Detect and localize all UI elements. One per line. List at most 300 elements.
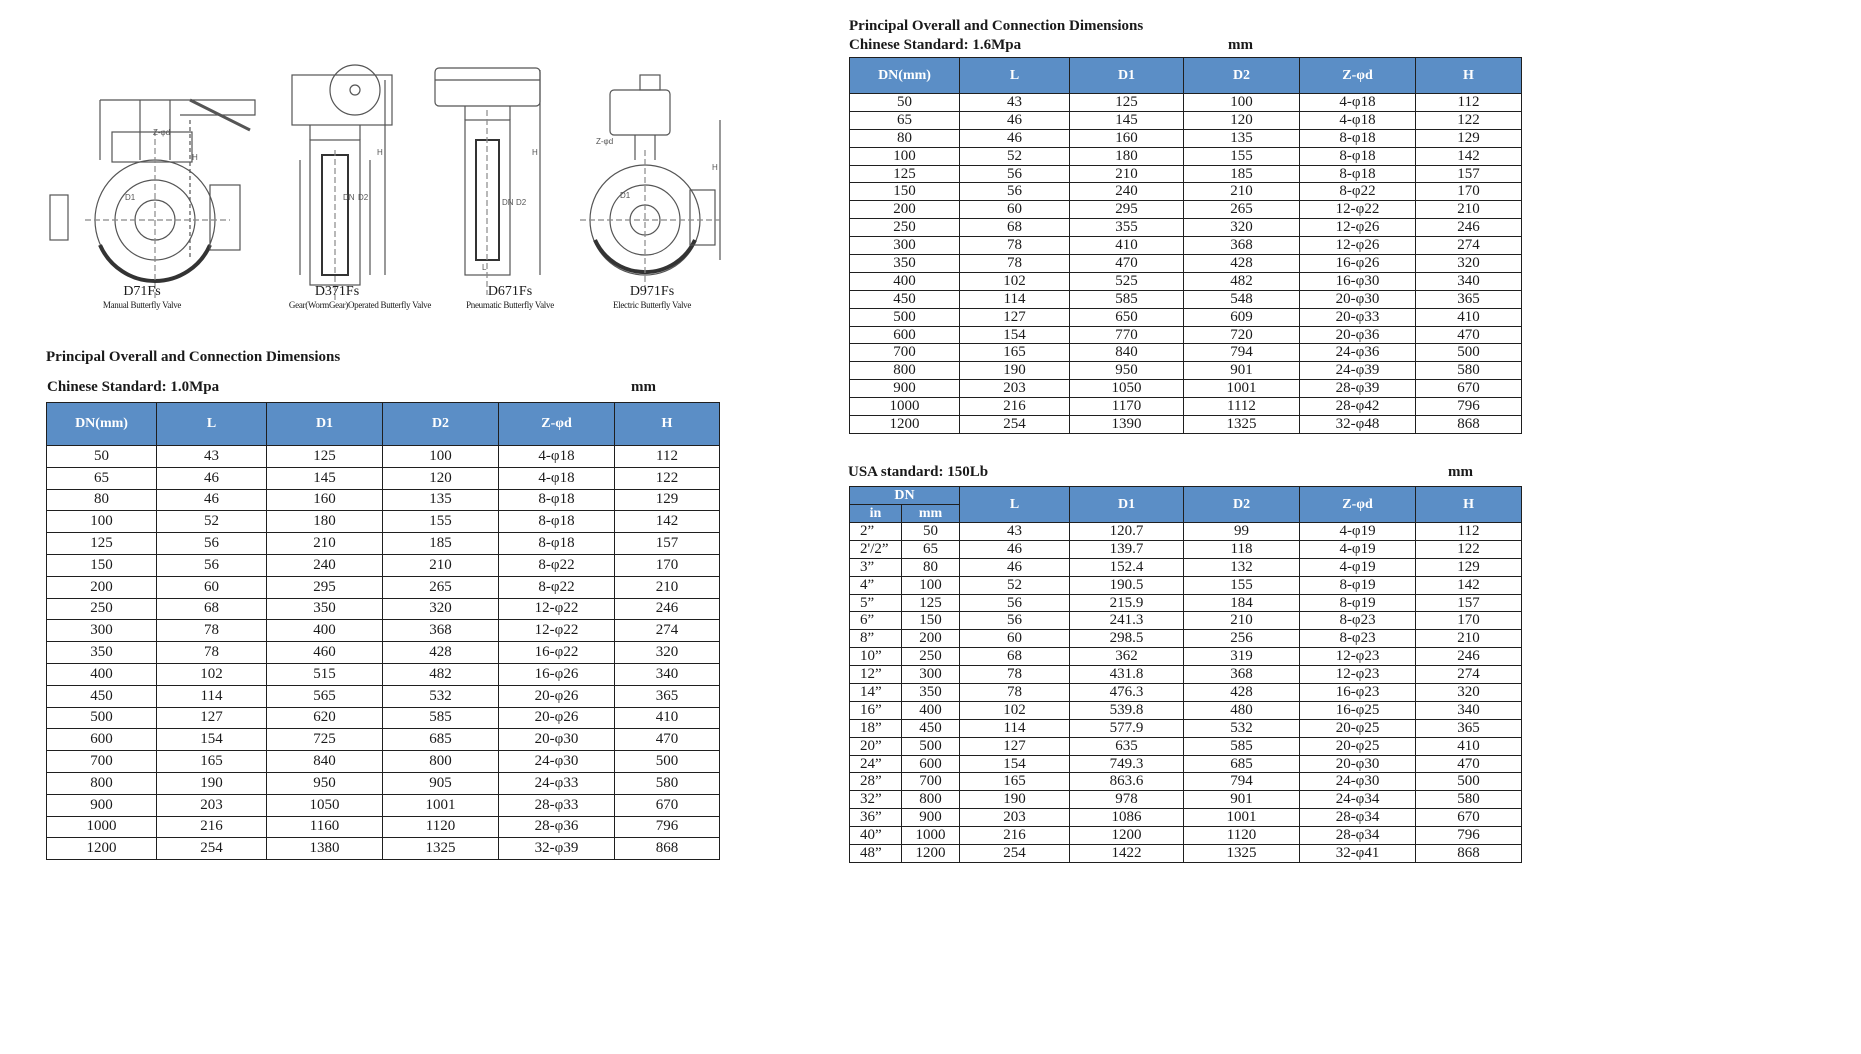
- table-cell: 580: [1416, 362, 1522, 380]
- table-cell: 129: [615, 489, 720, 511]
- table-cell: 210: [1184, 183, 1300, 201]
- table-cell: 4-φ19: [1300, 558, 1416, 576]
- table-cell: 749.3: [1070, 755, 1184, 773]
- table-cell: 36”: [850, 809, 902, 827]
- table-row: [47, 533, 720, 555]
- table-cell: 1390: [1070, 416, 1184, 434]
- table-cell: 200: [47, 576, 157, 598]
- table-row: [850, 219, 1522, 237]
- table-row: [850, 201, 1522, 219]
- table-cell: 700: [902, 773, 960, 791]
- table-row: [850, 594, 1522, 612]
- table-cell: 78: [960, 237, 1070, 255]
- table-cell: 470: [1416, 755, 1522, 773]
- table-cell: 365: [615, 685, 720, 707]
- table-cell: 150: [47, 554, 157, 576]
- table-cell: 16-φ30: [1300, 272, 1416, 290]
- table-cell: 28-φ34: [1300, 809, 1416, 827]
- table-cell: 114: [960, 719, 1070, 737]
- table-cell: 1001: [383, 794, 499, 816]
- table-cell: 1120: [383, 816, 499, 838]
- table-cell: 145: [267, 467, 383, 489]
- label-d1: D1: [125, 193, 136, 202]
- table-cell: 118: [1184, 540, 1300, 558]
- table-cell: 78: [960, 255, 1070, 273]
- table-cell: 365: [1416, 719, 1522, 737]
- label-h-pneumatic: H: [532, 148, 538, 157]
- table-cell: 368: [383, 620, 499, 642]
- table-cell: 320: [1184, 219, 1300, 237]
- table-cell: 203: [960, 809, 1070, 827]
- table-cell: 720: [1184, 326, 1300, 344]
- table-cell: 184: [1184, 594, 1300, 612]
- table-cell: 16-φ25: [1300, 701, 1416, 719]
- table-cell: 901: [1184, 362, 1300, 380]
- table-cell: 800: [850, 362, 960, 380]
- table-cell: 8-φ19: [1300, 594, 1416, 612]
- table-row: [850, 362, 1522, 380]
- table-cell: 1050: [267, 794, 383, 816]
- table-row: [850, 845, 1522, 863]
- table-cell: 650: [1070, 308, 1184, 326]
- cn10-header-h: H: [615, 403, 720, 446]
- usa-subheader-mm: mm: [902, 505, 960, 523]
- valve-caption-gear: Gear(WormGear)Operated Butterfly Valve: [288, 300, 432, 310]
- table-cell: 155: [1184, 147, 1300, 165]
- table-cell: 210: [1184, 612, 1300, 630]
- table-row: [850, 380, 1522, 398]
- table-cell: 295: [267, 576, 383, 598]
- table-cell: 139.7: [1070, 540, 1184, 558]
- table-cell: 125: [850, 165, 960, 183]
- table-cell: 142: [1416, 147, 1522, 165]
- table-cell: 250: [850, 219, 960, 237]
- table-cell: 185: [1184, 165, 1300, 183]
- table-cell: 670: [1416, 380, 1522, 398]
- table-cell: 8-φ23: [1300, 630, 1416, 648]
- table-cell: 203: [157, 794, 267, 816]
- table-cell: 482: [383, 663, 499, 685]
- cn10-title: Principal Overall and Connection Dimensions: [46, 349, 341, 365]
- table-cell: 1200: [902, 845, 960, 863]
- table-row: [850, 737, 1522, 755]
- table-cell: 863.6: [1070, 773, 1184, 791]
- table-cell: 20-φ30: [499, 729, 615, 751]
- table-cell: 500: [47, 707, 157, 729]
- table-cell: 190: [960, 791, 1070, 809]
- table-cell: 950: [267, 772, 383, 794]
- table-cell: 150: [902, 612, 960, 630]
- table-cell: 12-φ22: [499, 598, 615, 620]
- table-cell: 8-φ22: [499, 554, 615, 576]
- table-cell: 8”: [850, 630, 902, 648]
- table-cell: 65: [902, 540, 960, 558]
- table-cell: 868: [1416, 416, 1522, 434]
- table-row: [850, 630, 1522, 648]
- table-row: [47, 772, 720, 794]
- valve-caption-electric: Electric Butterfly Valve: [612, 300, 692, 310]
- usa-unit: mm: [1448, 464, 1473, 480]
- electric-valve-drawing: [580, 75, 720, 290]
- table-cell: 165: [157, 751, 267, 773]
- table-row: [47, 838, 720, 860]
- table-cell: 46: [960, 540, 1070, 558]
- table-cell: 24-φ30: [1300, 773, 1416, 791]
- table-cell: 539.8: [1070, 701, 1184, 719]
- table-cell: 112: [615, 446, 720, 468]
- table-cell: 340: [1416, 701, 1522, 719]
- table-row: [850, 183, 1522, 201]
- table-cell: 246: [1416, 648, 1522, 666]
- table-cell: 350: [902, 684, 960, 702]
- table-cell: 12-φ22: [499, 620, 615, 642]
- table-cell: 1422: [1070, 845, 1184, 863]
- table-row: [850, 684, 1522, 702]
- table-cell: 122: [615, 467, 720, 489]
- table-cell: 20-φ36: [1300, 326, 1416, 344]
- table-cell: 368: [1184, 666, 1300, 684]
- table-cell: 450: [902, 719, 960, 737]
- table-row: [47, 511, 720, 533]
- cn16-standard: Chinese Standard: 1.6Mpa: [849, 37, 1022, 53]
- table-cell: 794: [1184, 344, 1300, 362]
- table-cell: 635: [1070, 737, 1184, 755]
- table-cell: 840: [267, 751, 383, 773]
- table-cell: 125: [267, 446, 383, 468]
- table-cell: 295: [1070, 201, 1184, 219]
- table-cell: 32-φ39: [499, 838, 615, 860]
- table-cell: 152.4: [1070, 558, 1184, 576]
- table-cell: 135: [383, 489, 499, 511]
- table-cell: 800: [383, 751, 499, 773]
- table-cell: 8-φ22: [1300, 183, 1416, 201]
- cn16-header-z-phi-d: Z-φd: [1300, 58, 1416, 94]
- table-cell: 125: [902, 594, 960, 612]
- table-cell: 80: [902, 558, 960, 576]
- usa-header-d1: D1: [1070, 487, 1184, 523]
- table-cell: 800: [902, 791, 960, 809]
- usa-table: [849, 486, 1522, 863]
- table-cell: 180: [267, 511, 383, 533]
- table-row: [850, 255, 1522, 273]
- table-cell: 160: [1070, 129, 1184, 147]
- table-cell: 190: [157, 772, 267, 794]
- table-cell: 129: [1416, 129, 1522, 147]
- table-cell: 8-φ19: [1300, 576, 1416, 594]
- table-cell: 4-φ18: [1300, 94, 1416, 112]
- table-cell: 125: [1070, 94, 1184, 112]
- usa-header-h: H: [1416, 487, 1522, 523]
- table-cell: 8-φ18: [499, 489, 615, 511]
- table-cell: 4-φ18: [499, 467, 615, 489]
- table-cell: 210: [1070, 165, 1184, 183]
- table-cell: 796: [1416, 398, 1522, 416]
- label-h-gear: H: [377, 148, 383, 157]
- table-cell: 210: [615, 576, 720, 598]
- table-cell: 43: [960, 94, 1070, 112]
- table-cell: 500: [902, 737, 960, 755]
- table-cell: 65: [47, 467, 157, 489]
- table-cell: 400: [47, 663, 157, 685]
- label-l-pneumatic: L: [482, 263, 487, 272]
- table-cell: 1000: [902, 827, 960, 845]
- table-cell: 100: [902, 576, 960, 594]
- table-cell: 28-φ42: [1300, 398, 1416, 416]
- table-cell: 265: [383, 576, 499, 598]
- table-cell: 165: [960, 773, 1070, 791]
- table-cell: 102: [960, 272, 1070, 290]
- table-row: [850, 719, 1522, 737]
- table-row: [47, 554, 720, 576]
- table-cell: 1325: [1184, 845, 1300, 863]
- table-row: [850, 147, 1522, 165]
- table-cell: 24”: [850, 755, 902, 773]
- table-cell: 2'/2”: [850, 540, 902, 558]
- table-cell: 99: [1184, 523, 1300, 541]
- table-cell: 150: [850, 183, 960, 201]
- table-cell: 410: [1416, 308, 1522, 326]
- table-cell: 482: [1184, 272, 1300, 290]
- table-cell: 254: [960, 416, 1070, 434]
- table-cell: 20”: [850, 737, 902, 755]
- table-cell: 68: [157, 598, 267, 620]
- table-cell: 4-φ19: [1300, 540, 1416, 558]
- pneumatic-valve-drawing: [435, 68, 540, 295]
- cn10-unit: mm: [631, 379, 656, 395]
- table-cell: 410: [615, 707, 720, 729]
- table-row: [47, 751, 720, 773]
- valve-caption-pneumatic: Pneumatic Butterfly Valve: [466, 300, 554, 310]
- table-cell: 1380: [267, 838, 383, 860]
- table-cell: 950: [1070, 362, 1184, 380]
- table-cell: 4-φ18: [499, 446, 615, 468]
- table-cell: 532: [383, 685, 499, 707]
- table-row: [850, 398, 1522, 416]
- table-cell: 127: [157, 707, 267, 729]
- table-cell: 1086: [1070, 809, 1184, 827]
- table-row: [850, 308, 1522, 326]
- table-row: [850, 165, 1522, 183]
- label-dn-pneumatic: DN: [502, 198, 514, 207]
- table-cell: 78: [157, 642, 267, 664]
- table-row: [47, 489, 720, 511]
- table-cell: 52: [960, 576, 1070, 594]
- table-cell: 1200: [1070, 827, 1184, 845]
- table-cell: 12”: [850, 666, 902, 684]
- cn10-header-dn: DN(mm): [47, 403, 157, 446]
- table-row: [850, 290, 1522, 308]
- table-cell: 320: [1416, 255, 1522, 273]
- table-cell: 796: [1416, 827, 1522, 845]
- table-cell: 20-φ30: [1300, 290, 1416, 308]
- table-cell: 770: [1070, 326, 1184, 344]
- table-row: [47, 685, 720, 707]
- table-cell: 125: [47, 533, 157, 555]
- table-cell: 120.7: [1070, 523, 1184, 541]
- table-cell: 80: [850, 129, 960, 147]
- table-cell: 900: [850, 380, 960, 398]
- label-z-phi-d: Z-φd: [153, 128, 171, 137]
- table-cell: 8-φ18: [499, 511, 615, 533]
- table-cell: 585: [1070, 290, 1184, 308]
- table-cell: 210: [267, 533, 383, 555]
- label-dn-gear: DN: [343, 193, 355, 202]
- table-cell: 794: [1184, 773, 1300, 791]
- table-row: [850, 272, 1522, 290]
- table-cell: 210: [1416, 630, 1522, 648]
- table-cell: 500: [615, 751, 720, 773]
- table-cell: 585: [1184, 737, 1300, 755]
- table-cell: 112: [1416, 94, 1522, 112]
- gear-valve-drawing: [292, 65, 392, 300]
- table-cell: 300: [850, 237, 960, 255]
- table-cell: 28-φ39: [1300, 380, 1416, 398]
- table-cell: 5”: [850, 594, 902, 612]
- table-cell: 80: [47, 489, 157, 511]
- table-cell: 203: [960, 380, 1070, 398]
- cn10-header-l: L: [157, 403, 267, 446]
- label-d1-electric: D1: [620, 191, 631, 200]
- table-cell: 46: [157, 467, 267, 489]
- table-cell: 24-φ34: [1300, 791, 1416, 809]
- table-cell: 157: [1416, 165, 1522, 183]
- table-cell: 114: [960, 290, 1070, 308]
- table-cell: 12-φ23: [1300, 666, 1416, 684]
- table-cell: 100: [383, 446, 499, 468]
- table-cell: 725: [267, 729, 383, 751]
- cn16-header-d2: D2: [1184, 58, 1300, 94]
- table-cell: 32”: [850, 791, 902, 809]
- table-row: [47, 794, 720, 816]
- table-cell: 127: [960, 308, 1070, 326]
- table-cell: 254: [157, 838, 267, 860]
- table-cell: 102: [960, 701, 1070, 719]
- table-cell: 450: [47, 685, 157, 707]
- table-cell: 129: [1416, 558, 1522, 576]
- table-cell: 60: [960, 201, 1070, 219]
- table-row: [850, 558, 1522, 576]
- table-cell: 48”: [850, 845, 902, 863]
- table-cell: 250: [902, 648, 960, 666]
- table-cell: 600: [850, 326, 960, 344]
- table-cell: 500: [1416, 344, 1522, 362]
- table-cell: 68: [960, 219, 1070, 237]
- table-cell: 215.9: [1070, 594, 1184, 612]
- usa-header-z-phi-d: Z-φd: [1300, 487, 1416, 523]
- table-cell: 4-φ18: [1300, 111, 1416, 129]
- table-cell: 185: [383, 533, 499, 555]
- label-z-phi-d-electric: Z-φd: [596, 137, 614, 146]
- table-cell: 1112: [1184, 398, 1300, 416]
- table-row: [850, 809, 1522, 827]
- table-cell: 24-φ36: [1300, 344, 1416, 362]
- table-cell: 10”: [850, 648, 902, 666]
- table-row: [850, 129, 1522, 147]
- table-cell: 78: [960, 666, 1070, 684]
- cn10-standard: Chinese Standard: 1.0Mpa: [47, 379, 220, 395]
- table-cell: 8-φ18: [499, 533, 615, 555]
- table-cell: 68: [960, 648, 1070, 666]
- table-cell: 216: [960, 827, 1070, 845]
- table-cell: 548: [1184, 290, 1300, 308]
- cn16-table: [849, 57, 1522, 434]
- table-cell: 670: [1416, 809, 1522, 827]
- table-cell: 320: [383, 598, 499, 620]
- table-cell: 470: [1416, 326, 1522, 344]
- table-cell: 135: [1184, 129, 1300, 147]
- table-cell: 476.3: [1070, 684, 1184, 702]
- table-cell: 265: [1184, 201, 1300, 219]
- table-cell: 60: [960, 630, 1070, 648]
- table-row: [850, 94, 1522, 112]
- table-cell: 216: [960, 398, 1070, 416]
- table-cell: 145: [1070, 111, 1184, 129]
- table-cell: 700: [47, 751, 157, 773]
- table-cell: 685: [383, 729, 499, 751]
- table-cell: 4-φ19: [1300, 523, 1416, 541]
- table-cell: 340: [615, 663, 720, 685]
- table-cell: 8-φ23: [1300, 612, 1416, 630]
- table-cell: 24-φ33: [499, 772, 615, 794]
- table-cell: 580: [615, 772, 720, 794]
- table-cell: 1170: [1070, 398, 1184, 416]
- table-cell: 155: [383, 511, 499, 533]
- table-row: [850, 540, 1522, 558]
- table-cell: 240: [1070, 183, 1184, 201]
- table-cell: 28-φ36: [499, 816, 615, 838]
- table-cell: 340: [1416, 272, 1522, 290]
- table-cell: 16-φ26: [1300, 255, 1416, 273]
- table-cell: 100: [47, 511, 157, 533]
- table-cell: 28”: [850, 773, 902, 791]
- table-cell: 1000: [47, 816, 157, 838]
- cn16-unit: mm: [1228, 37, 1253, 53]
- valve-model-d71fs: D71Fs: [123, 284, 161, 299]
- table-cell: 1200: [47, 838, 157, 860]
- cn16-header-l: L: [960, 58, 1070, 94]
- table-cell: 120: [1184, 111, 1300, 129]
- table-cell: 100: [1184, 94, 1300, 112]
- table-cell: 8-φ18: [1300, 129, 1416, 147]
- table-cell: 532: [1184, 719, 1300, 737]
- table-cell: 274: [615, 620, 720, 642]
- label-h: H: [192, 153, 198, 162]
- table-cell: 300: [902, 666, 960, 684]
- table-cell: 20-φ33: [1300, 308, 1416, 326]
- table-cell: 170: [615, 554, 720, 576]
- table-cell: 20-φ26: [499, 685, 615, 707]
- table-cell: 400: [850, 272, 960, 290]
- usa-standard: USA standard: 150Lb: [848, 464, 989, 480]
- table-cell: 450: [850, 290, 960, 308]
- table-cell: 155: [1184, 576, 1300, 594]
- table-cell: 400: [902, 701, 960, 719]
- table-cell: 470: [615, 729, 720, 751]
- cn16-header-dn: DN(mm): [850, 58, 960, 94]
- table-cell: 1000: [850, 398, 960, 416]
- table-cell: 565: [267, 685, 383, 707]
- table-row: [850, 111, 1522, 129]
- table-cell: 100: [850, 147, 960, 165]
- table-cell: 24-φ39: [1300, 362, 1416, 380]
- table-cell: 50: [902, 523, 960, 541]
- table-cell: 60: [157, 576, 267, 598]
- table-cell: 154: [157, 729, 267, 751]
- table-cell: 114: [157, 685, 267, 707]
- table-cell: 210: [383, 554, 499, 576]
- table-cell: 428: [1184, 684, 1300, 702]
- table-cell: 1325: [1184, 416, 1300, 434]
